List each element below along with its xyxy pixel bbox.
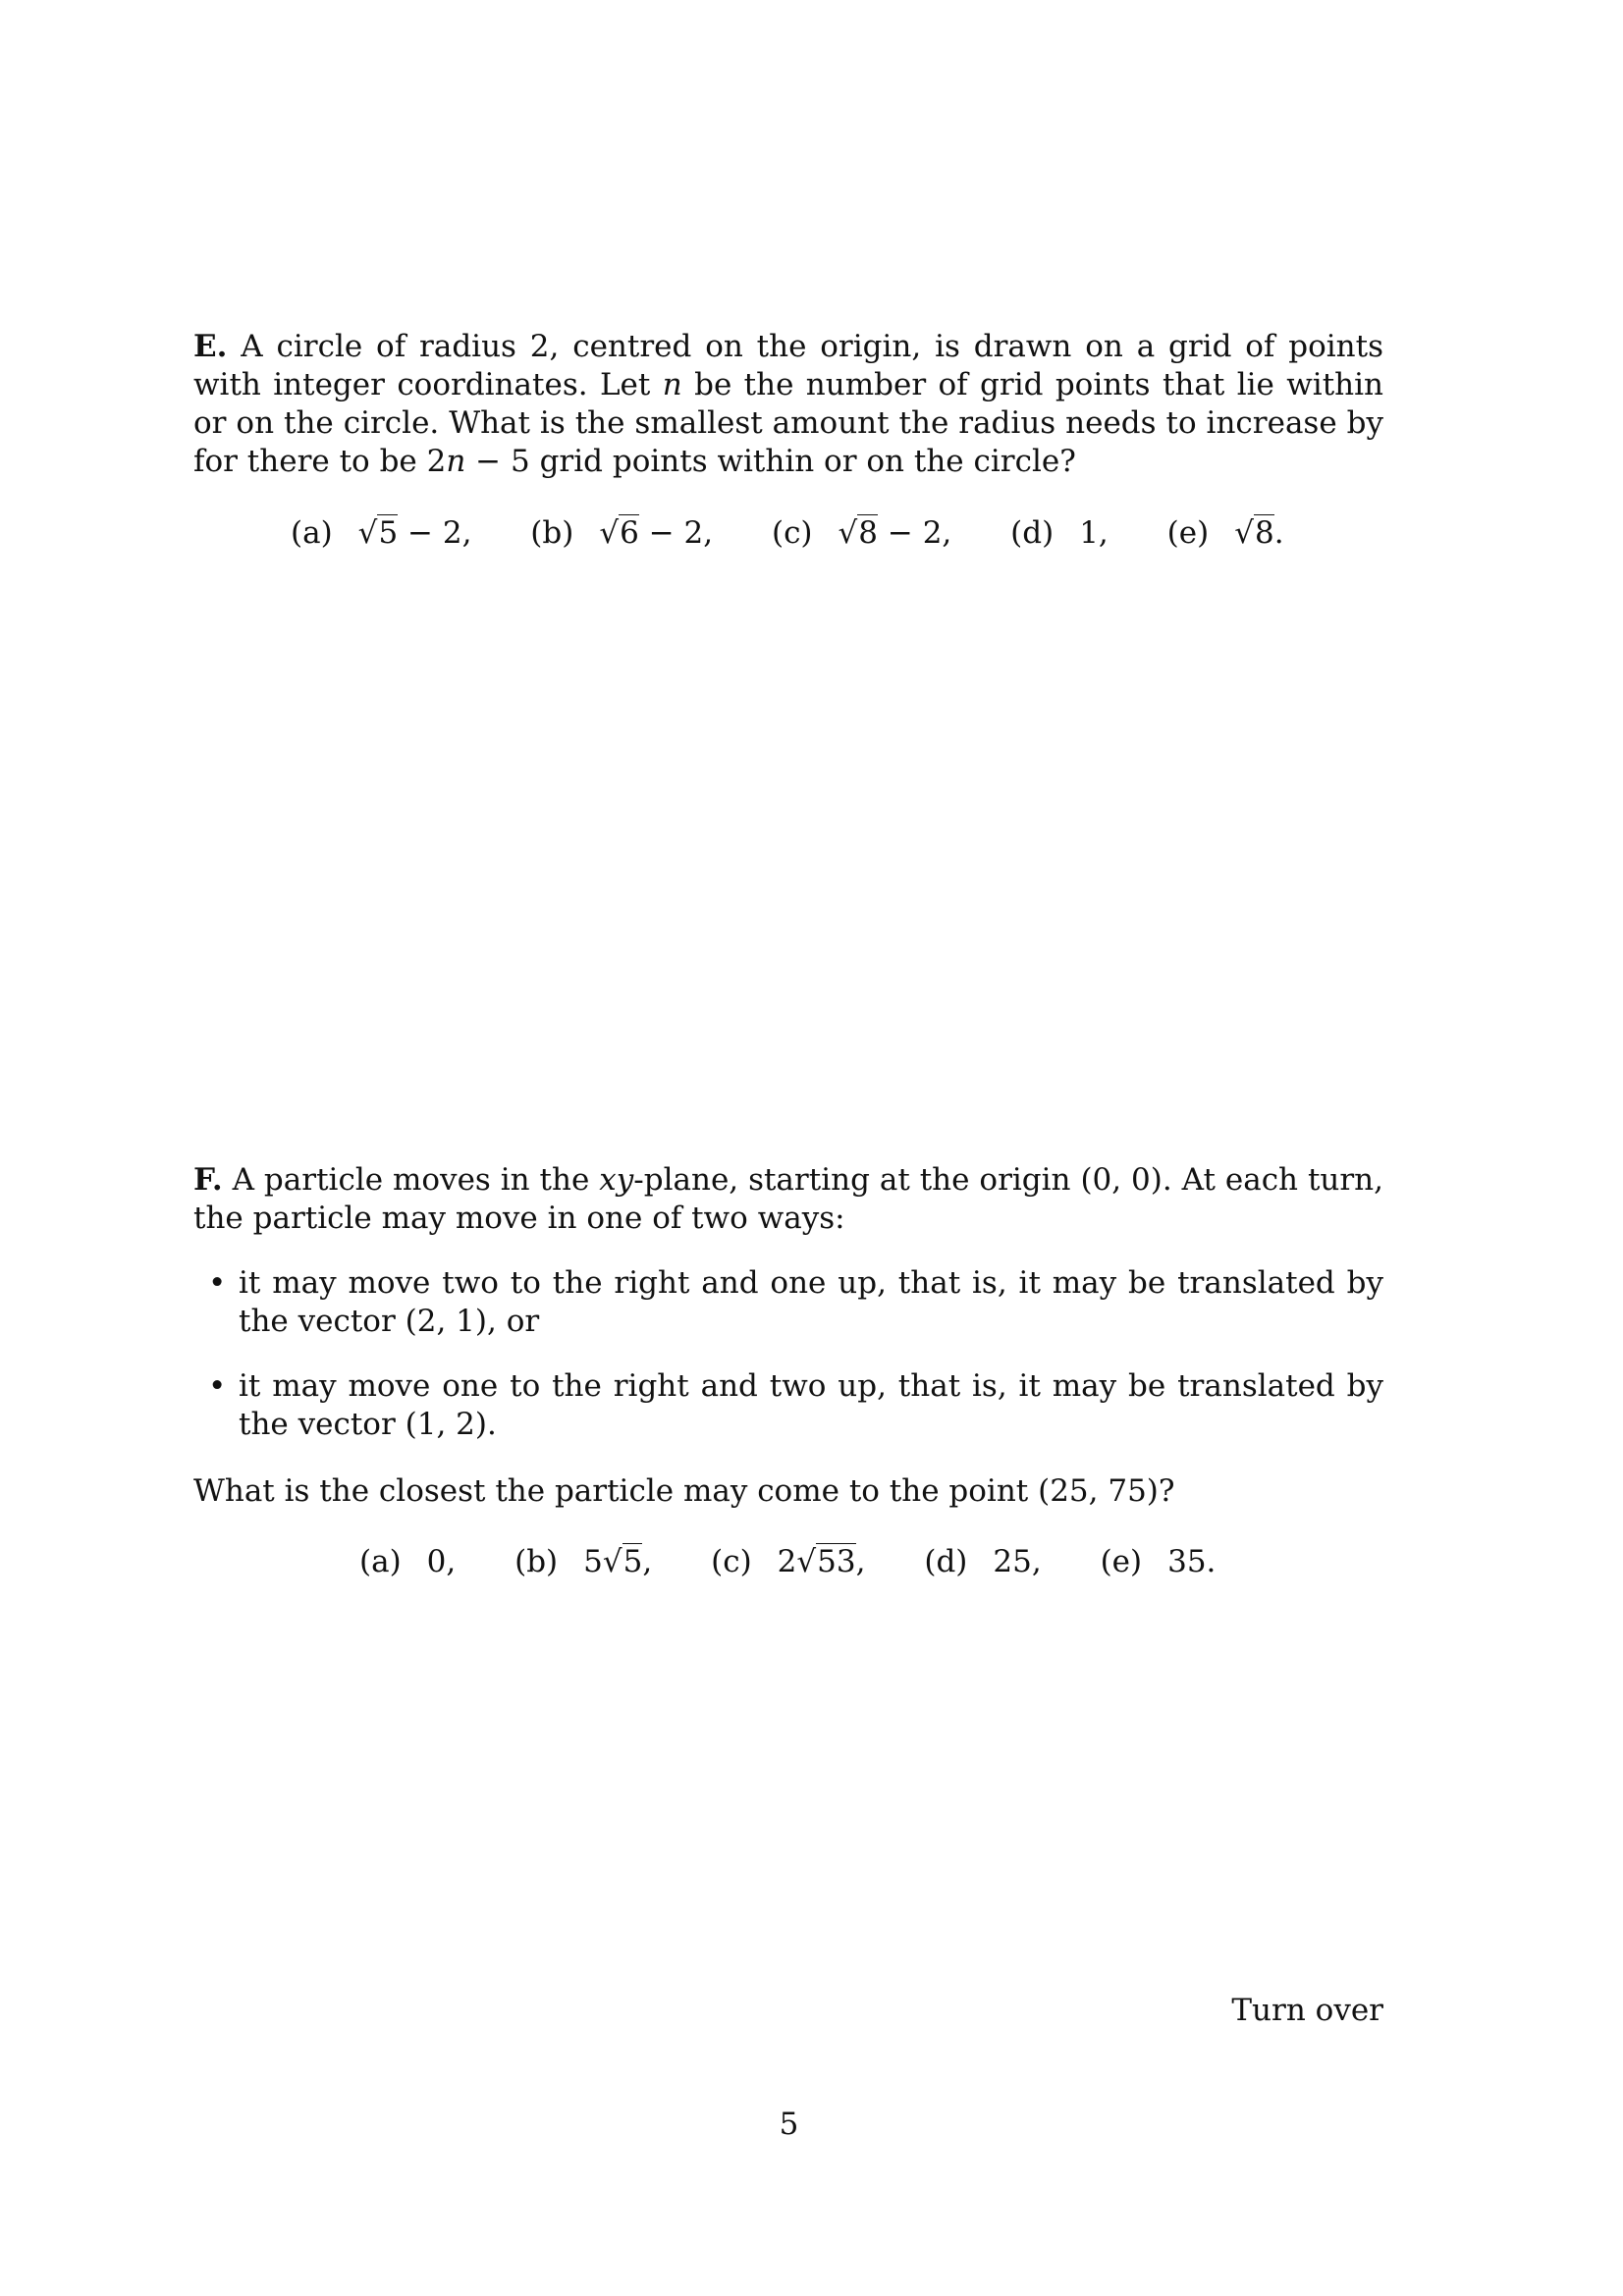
- option-label: (b): [530, 515, 574, 551]
- question-f-text-1: A particle moves in the: [232, 1162, 600, 1198]
- option-rest: − 2,: [398, 515, 472, 551]
- question-e-text: [193, 328, 1383, 481]
- option-rest: ,: [855, 1544, 866, 1579]
- question-f-text: [193, 1161, 1383, 1238]
- turn-over: Turn over: [1231, 1993, 1383, 2028]
- option-label: (b): [514, 1544, 559, 1579]
- option-text: 0,: [426, 1544, 457, 1579]
- option-label: (a): [359, 1544, 402, 1579]
- option-rest: ,: [642, 1544, 653, 1579]
- bullet-icon: •: [208, 1265, 227, 1301]
- bullet-item-2: [208, 1367, 1383, 1444]
- question-f: [193, 1161, 1383, 1238]
- option-f-a: [359, 1543, 456, 1581]
- option-label: (c): [771, 515, 813, 551]
- option-label: (d): [924, 1544, 968, 1579]
- option-e-a: (a) √5 − 2,: [291, 515, 472, 551]
- question-f-label: F.: [193, 1162, 223, 1198]
- option-text: 1,: [1079, 515, 1109, 551]
- option-f-e: [1101, 1543, 1217, 1581]
- question-e-label: E.: [193, 329, 228, 364]
- option-f-c: (c) 2√53,: [711, 1544, 866, 1579]
- question-f-options: [359, 1543, 1216, 1581]
- bullet-icon: •: [208, 1368, 227, 1404]
- option-text: 35.: [1167, 1544, 1217, 1579]
- bullet-text: it may move two to the right and one up, that is, it may be translated by the vector (2, 1), or: [239, 1265, 1383, 1339]
- question-e-text-1: A circle of radius 2, centred on the origin, is drawn on a grid of points with integer coordinates. Let: [193, 329, 1383, 402]
- radicand: 5: [622, 1544, 643, 1579]
- option-e-e: (e) √8.: [1166, 515, 1284, 551]
- question-e-text-2: be the number of grid points that lie within or on the circle. What is the smallest amount the radius needs to increase by for there to be 2: [193, 367, 1383, 479]
- option-label: (e): [1166, 515, 1210, 551]
- option-f-b: (b) 5√5,: [514, 1544, 653, 1579]
- question-f-question: What is the closest the particle may come to the point (25, 75)?: [193, 1473, 1175, 1509]
- option-rest: − 2,: [878, 515, 952, 551]
- option-label: (c): [711, 1544, 752, 1579]
- radicand: 8: [1254, 515, 1274, 551]
- option-rest: .: [1273, 515, 1284, 551]
- option-label: (e): [1100, 1544, 1143, 1579]
- radicand: 5: [378, 515, 399, 551]
- page-number: 5: [779, 2107, 799, 2142]
- option-label: (a): [291, 515, 333, 551]
- question-e: [193, 328, 1383, 481]
- option-rest: − 2,: [638, 515, 714, 551]
- option-e-b: (b) √6 − 2,: [530, 515, 714, 551]
- var-n-2: n: [446, 444, 466, 479]
- question-e-options: [291, 514, 1284, 553]
- bullet-item-1: [208, 1264, 1383, 1341]
- radicand: 8: [858, 515, 879, 551]
- option-label: (d): [1010, 515, 1055, 551]
- bullet-text: it may move one to the right and two up, that is, it may be translated by the vector (1, 2).: [239, 1368, 1383, 1442]
- radicand: 6: [620, 515, 639, 551]
- var-n: n: [662, 367, 682, 402]
- question-f-text-2: -plane, starting at the origin (0, 0). At each turn, the particle may move in one of two ways:: [193, 1162, 1384, 1236]
- question-e-text-3: − 5 grid points within or on the circle?: [465, 444, 1076, 479]
- option-text: 25,: [993, 1544, 1042, 1579]
- option-e-c: (c) √8 − 2,: [771, 515, 952, 551]
- var-xy: xy: [599, 1162, 634, 1198]
- bullet-list: [208, 1264, 1383, 1444]
- coefficient: 5: [583, 1544, 603, 1579]
- coefficient: 2: [777, 1544, 797, 1579]
- radicand: 53: [817, 1544, 856, 1579]
- option-e-d: [1010, 514, 1109, 553]
- option-f-d: [924, 1543, 1041, 1581]
